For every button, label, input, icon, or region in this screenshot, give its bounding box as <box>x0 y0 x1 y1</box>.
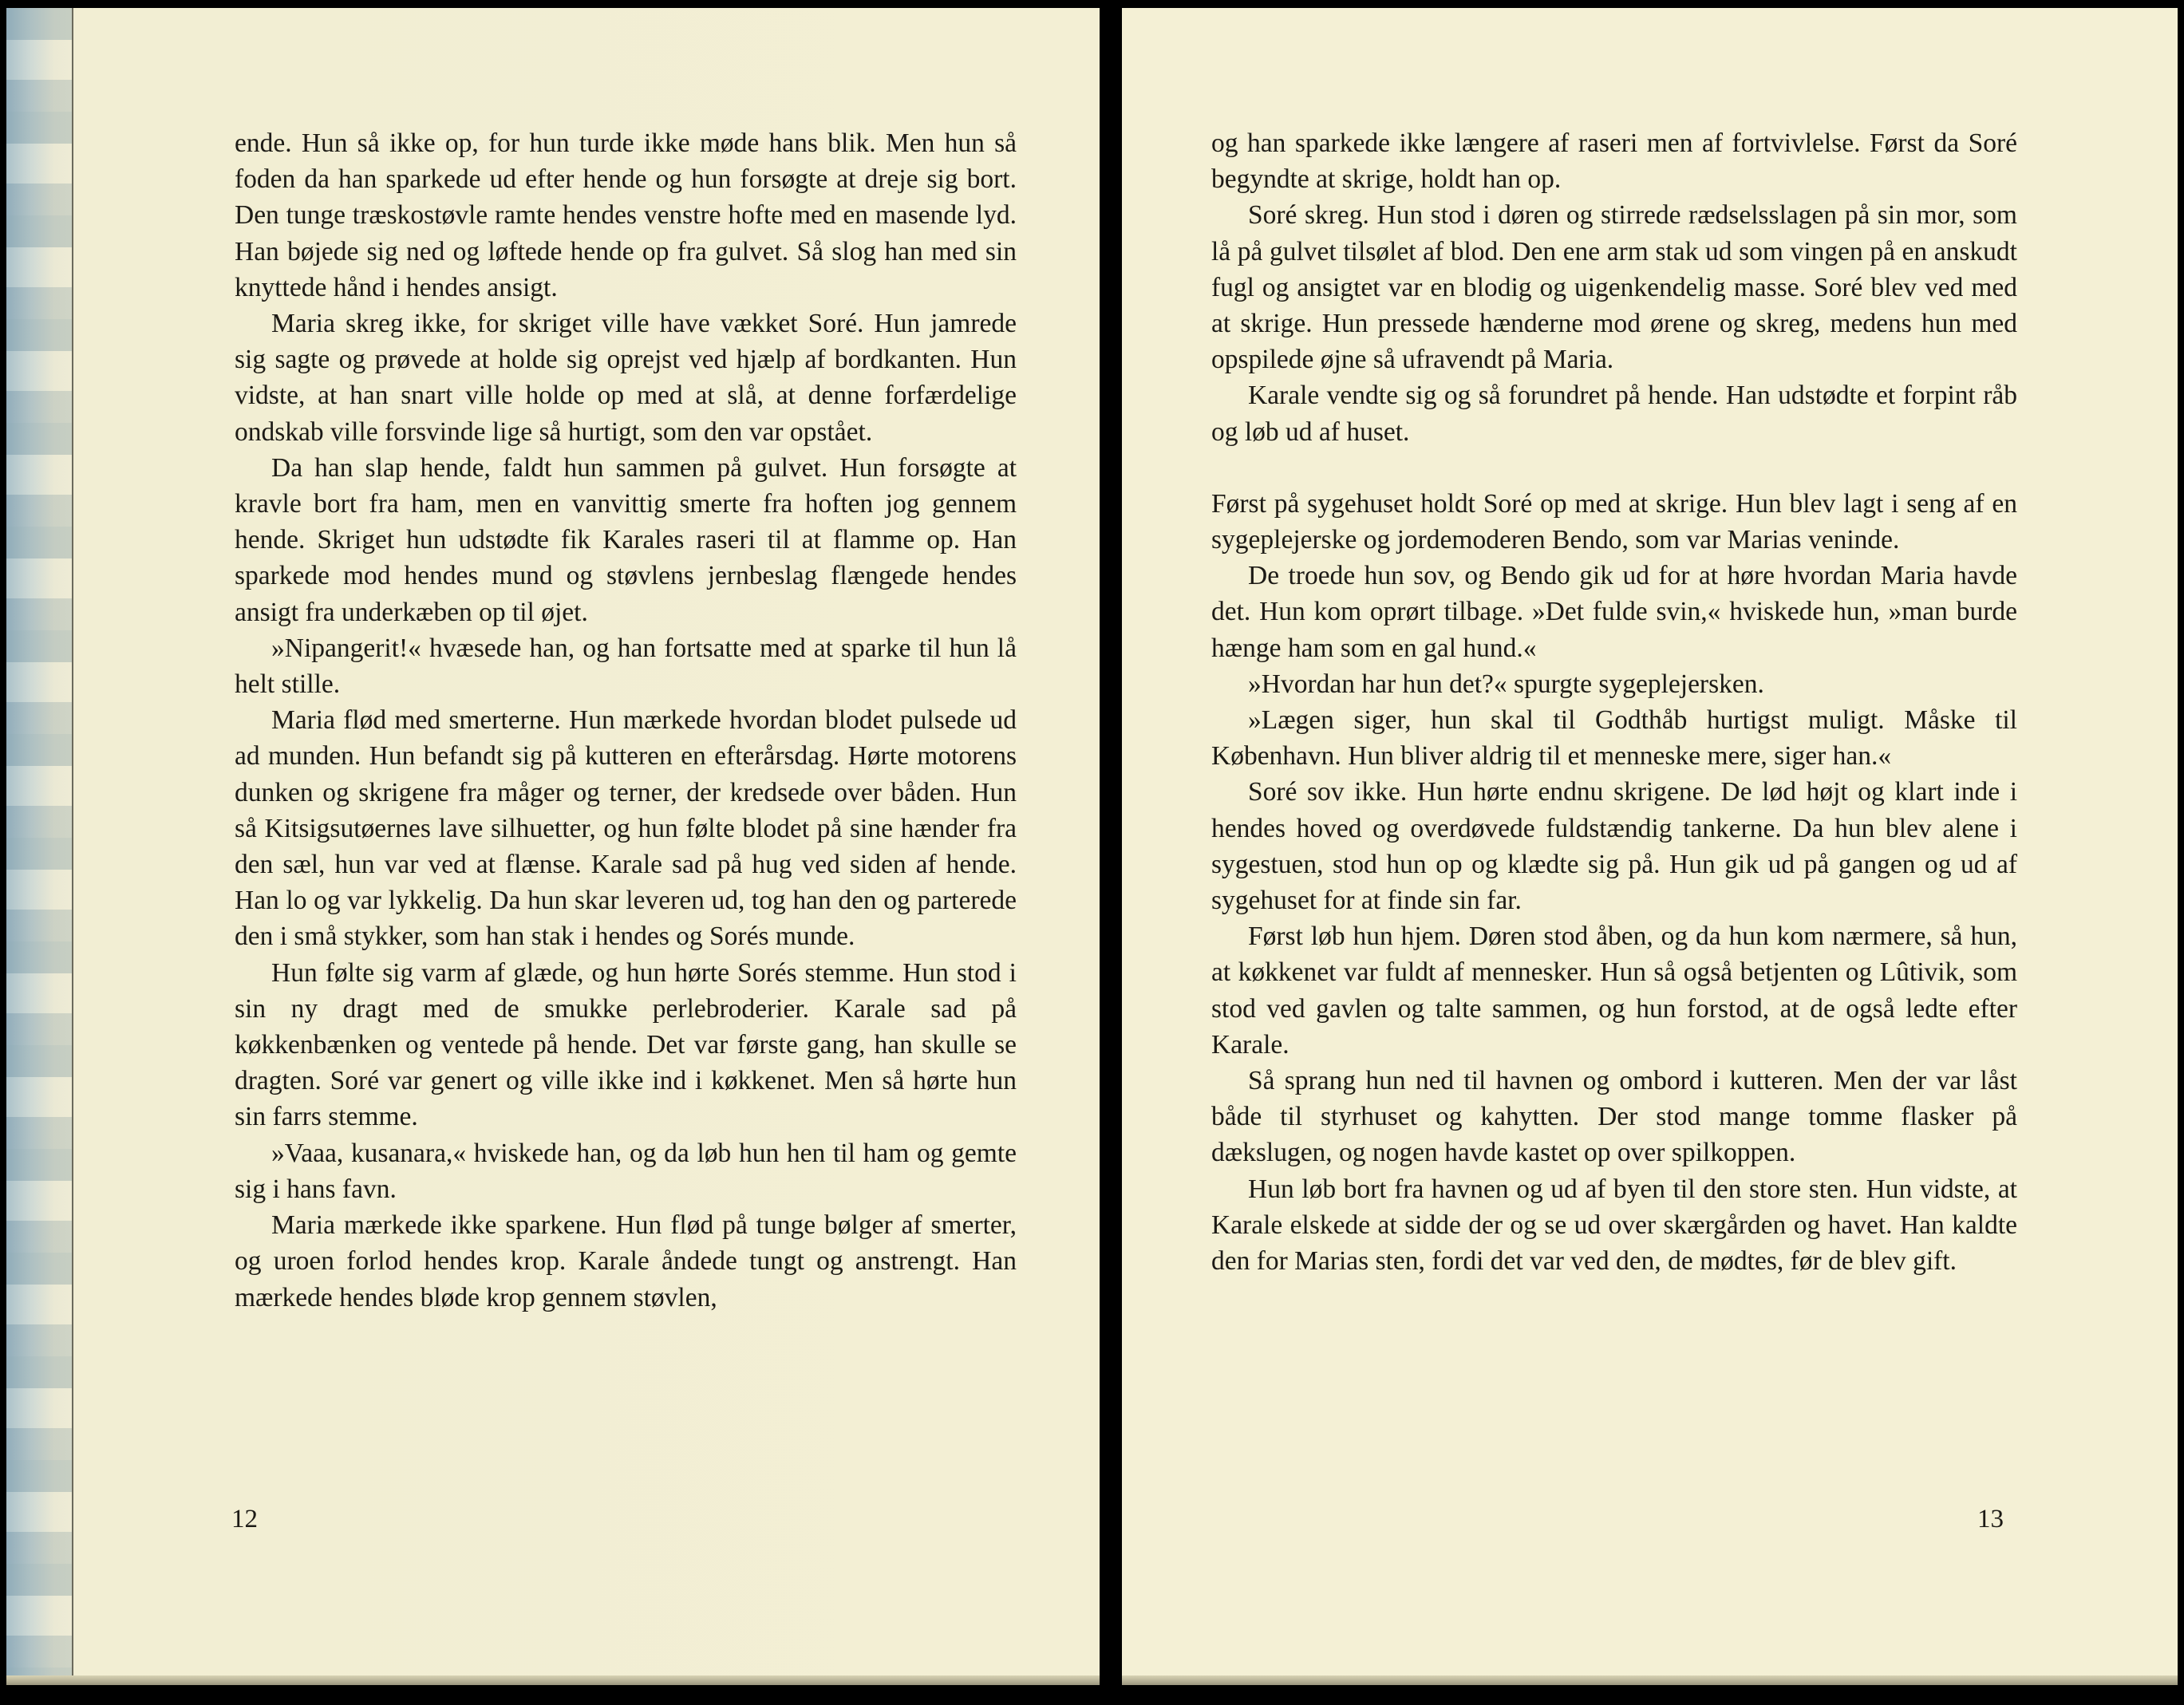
left-page <box>6 8 1100 1685</box>
paragraph: »Nipangerit!« hvæsede han, og han fortsatte med at sparke til hun lå helt stille. <box>235 633 1017 700</box>
page-edge <box>1122 1675 2178 1685</box>
paragraph: Hun følte sig varm af glæde, og hun hørte Sorés stemme. Hun stod i sin ny dragt med de smukke perlebroderier. Karale sad på køkkenbænken og ventede på hende. Det var første gang, han skulle se dragten. Soré var genert og ville ikke ind i køkkenet. Men så hørte hun sin farrs stemme. <box>235 957 1017 1132</box>
paragraph: og han sparkede ikke længere af raseri men af fortvivlelse. Først da Soré begyndte at skrige, holdt han op. <box>1211 128 2017 195</box>
paragraph: Så sprang hun ned til havnen og ombord i kutteren. Men der var låst både til styrhuset og kahytten. Der stod mange tomme flasker på dækslugen, og nogen havde kastet op over spilkoppen. <box>1211 1066 2017 1168</box>
paragraph: Først løb hun hjem. Døren stod åben, og da hun kom nærmere, så hun, at køkkenet var fuldt af mennesker. Hun så også betjenten og Lûtivik, som stod ved gavlen og talte sammen, og hun forstod, at de også ledte efter Karale. <box>1211 922 2017 1060</box>
page-number-right: 13 <box>1977 1505 2004 1533</box>
page-number-left: 12 <box>231 1505 258 1533</box>
paragraph: Karale vendte sig og så forundret på hende. Han udstødte et forpint råb og løb ud af huset. <box>1211 381 2017 447</box>
paragraph: Da han slap hende, faldt hun sammen på gulvet. Hun forsøgte at kravle bort fra ham, men en vanvittig smerte fra hoften jog gennem hende. Skriget hun udstødte fik Karales raseri til at flamme op. Han sparkede mod hendes mund og støvlens jernbeslag flængede hendes ansigt fra underkæben op til øjet. <box>235 452 1017 627</box>
paragraph: Først på sygehuset holdt Soré op med at skrige. Hun blev lagt i seng af en sygeplejerske og jordemoderen Bendo, som var Marias veninde. <box>1211 488 2017 555</box>
paragraph: »Vaaa, kusanara,« hviskede han, og da løb hun hen til ham og gemte sig i hans favn. <box>235 1138 1017 1204</box>
right-page <box>1122 8 2178 1685</box>
paragraph: Hun løb bort fra havnen og ud af byen til den store sten. Hun vidste, at Karale elskede at sidde der og se ud over skærgården og havet. Han kaldte den for Marias sten, fordi det var ved den, de mødtes, før de blev gift. <box>1211 1174 2017 1277</box>
paragraph: Maria skreg ikke, for skriget ville have vækket Soré. Hun jamrede sig sagte og prøvede at holde sig oprejst ved hjælp af bordkanten. Hun vidste, at han snart ville holde op med at slå, at denne forfærdelige ondskab ville forsvinde lige så hurtigt, som den var opstået. <box>235 309 1017 447</box>
paragraph: ende. Hun så ikke op, for hun turde ikke møde hans blik. Men hun så foden da han sparkede ud efter hende og hun forsøgte at dreje sig bort. Den tunge træskostøvle ramte hendes venstre hofte med en masende lyd. Han bøjede sig ned og løftede hende op fra gulvet. Så slog han med sin knyttede hånd i hendes ansigt. <box>235 128 1017 302</box>
paragraph: Soré skreg. Hun stod i døren og stirrede rædselsslagen på sin mor, som lå på gulvet tilsølet af blod. Den ene arm stak ud som vingen på en anskudt fugl og ansigtet var en blodig og uigenkendelig masse. Soré blev ved med at skrige. Hun pressede hænderne mod ørene og skreg, medens hun med opspilede øjne så ufravendt på Maria. <box>1211 200 2017 375</box>
paragraph: De troede hun sov, og Bendo gik ud for at høre hvordan Maria havde det. Hun kom oprørt tilbage. »Det fulde svin,« hviskede hun, »man burde hænge ham som en gal hund.« <box>1211 561 2017 663</box>
page-edge <box>6 1675 1100 1685</box>
right-page-text <box>1211 125 2017 1279</box>
paragraph: Maria mærkede ikke sparkene. Hun flød på tunge bølger af smerter, og uroen forlod hendes krop. Karale åndede tungt og anstrengt. Han mærkede hendes bløde krop gennem støvlen, <box>235 1210 1017 1312</box>
left-page-text <box>235 125 1017 1316</box>
paragraph: »Lægen siger, hun skal til Godthåb hurtigst muligt. Måske til København. Hun bliver aldrig til et menneske mere, siger han.« <box>1211 705 2017 772</box>
paragraph: »Hvordan har hun det?« spurgte sygeplejersken. <box>1248 669 1764 699</box>
paragraph: Soré sov ikke. Hun hørte endnu skrigene. De lød højt og klart inde i hendes hoved og overdøvede fuldstændig tankerne. Da hun blev alene i sygestuen, stod hun op og klædte sig på. Hun gik ud på gangen og ud af sygehuset for at finde sin far. <box>1211 777 2017 916</box>
paragraph: Maria flød med smerterne. Hun mærkede hvordan blodet pulsede ud ad munden. Hun befandt sig på kutteren en efterårsdag. Hørte motorens dunken og skrigene fra måger og terner, der kredsede over båden. Hun så Kitsigsutøernes lave silhuetter, og hun følte blodet på sine hænder fra den sæl, hun var ved at flænse. Karale sad på hug ved siden af hende. Han lo og var lykkelig. Da hun skar leveren ud, tog han den og parterede den i små stykker, som han stak i hendes og Sorés munde. <box>235 705 1017 952</box>
